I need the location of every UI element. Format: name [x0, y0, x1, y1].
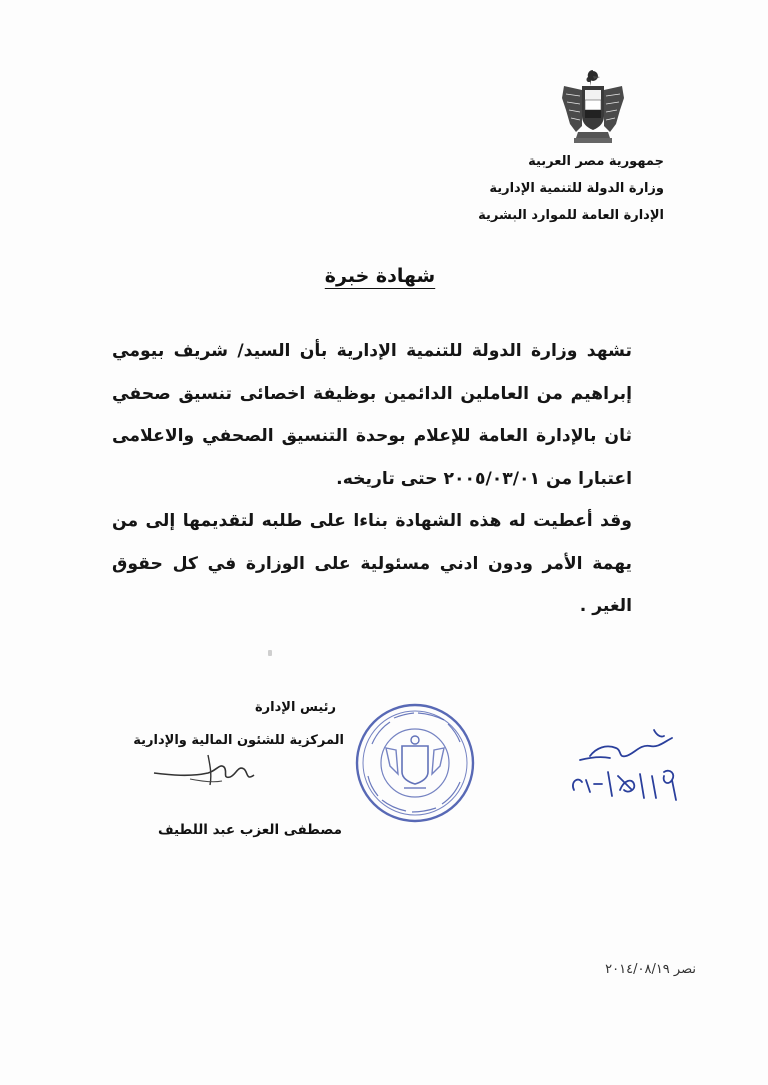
- egypt-eagle-emblem-icon: [560, 66, 626, 148]
- header-ministry: وزارة الدولة للتنمية الإدارية: [489, 181, 664, 196]
- header-department: الإدارة العامة للموارد البشرية: [478, 208, 664, 223]
- signatory-name: مصطفى العزب عبد اللطيف: [157, 822, 342, 838]
- signatory-title-line-1: رئيس الإدارة: [255, 700, 336, 715]
- document-title: شهادة خبرة: [324, 265, 436, 287]
- ministry-seal-stamp-icon: [352, 700, 478, 826]
- body-paragraph-2: وقد أعطيت له هذه الشهادة بناءا على طلبه لتقديمها إلى من يهمة الأمر ودون ادني مسئولية على الوزارة في كل حقوق الغير .: [112, 511, 632, 616]
- body-paragraph-1: تشهد وزارة الدولة للتنمية الإدارية بأن السيد/ شريف بيومي إبراهيم من العاملين الدائمين بوظيفة اخصائى تنسيق صحفي ثان بالإدارة العامة للإعلام بوحدة التنسيق الصحفي والاعلامى اعتبارا من ٢٠٠٥/٠٣/٠١ حتى تاريخه.: [112, 341, 632, 489]
- signature-scribble-icon: [150, 745, 260, 790]
- signatory-title-line-2: المركزية للشئون المالية والإدارية: [133, 733, 344, 748]
- certificate-body: [112, 330, 632, 628]
- header-country: جمهورية مصر العربية: [528, 154, 664, 169]
- footer-stamp-date: نصر ٢٠١٤/٠٨/١٩: [605, 962, 696, 977]
- paper-speck: [268, 650, 272, 656]
- handwritten-date-note-icon: [560, 720, 690, 810]
- ministry-header: [404, 148, 664, 229]
